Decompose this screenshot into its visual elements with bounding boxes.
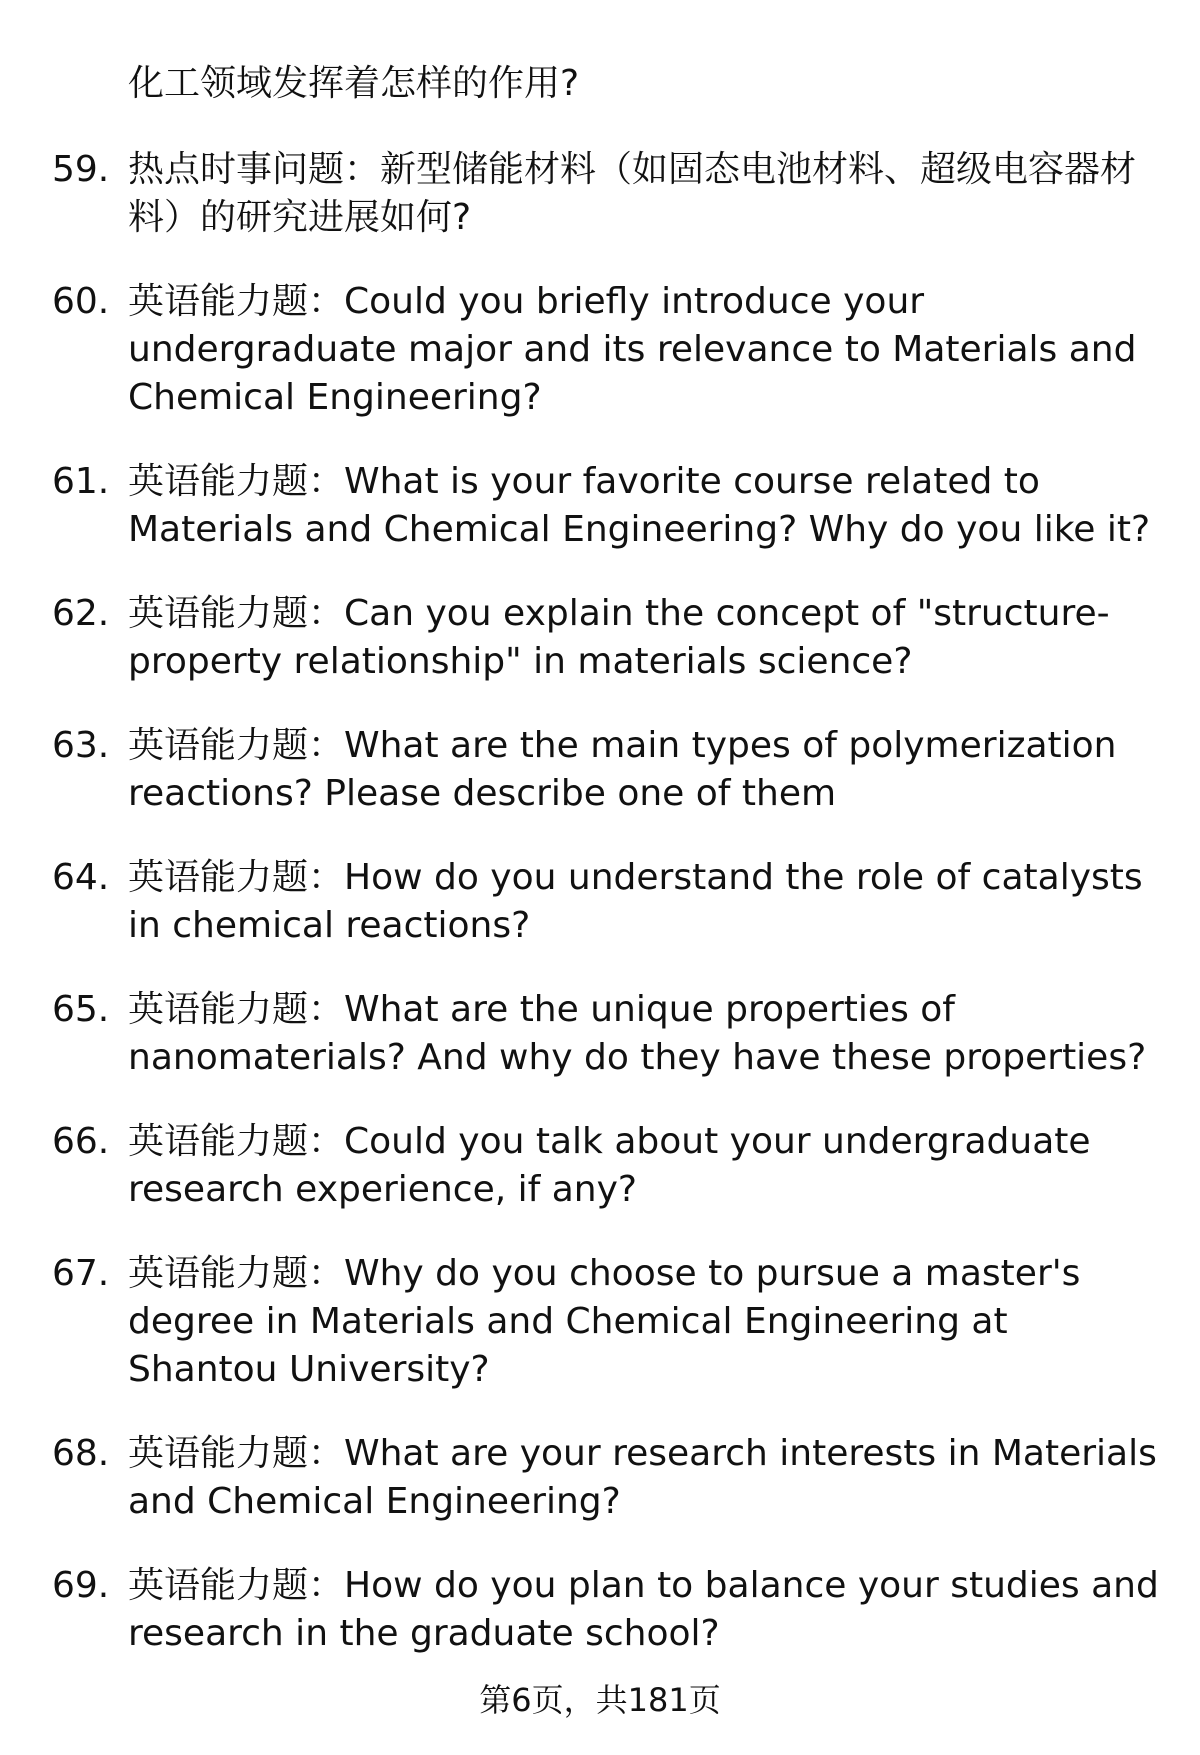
question-text: 英语能力题：What are the main types of polymerization reactions? Please describe one of them bbox=[128, 725, 1117, 814]
question-list bbox=[0, 146, 1200, 1694]
question-text: 英语能力题：How do you understand the role of catalysts in chemical reactions? bbox=[128, 857, 1143, 946]
question-item bbox=[0, 278, 1200, 422]
question-item bbox=[0, 1118, 1200, 1214]
question-number: 69. bbox=[52, 1565, 110, 1606]
question-item bbox=[0, 986, 1200, 1082]
question-item bbox=[0, 1430, 1200, 1526]
question-number: 62. bbox=[52, 593, 110, 634]
question-item bbox=[0, 590, 1200, 686]
question-number: 59. bbox=[52, 149, 110, 190]
question-text: 英语能力题：Could you talk about your undergraduate research experience, if any? bbox=[128, 1121, 1091, 1210]
question-number: 61. bbox=[52, 461, 110, 502]
question-item bbox=[0, 722, 1200, 818]
question-item bbox=[0, 1250, 1200, 1394]
question-number: 63. bbox=[52, 725, 110, 766]
question-item bbox=[0, 146, 1200, 242]
question-text: 英语能力题：What is your favorite course related to Materials and Chemical Engineering? Why do you like it? bbox=[128, 461, 1151, 550]
question-number: 65. bbox=[52, 989, 110, 1030]
question-text: 英语能力题：Why do you choose to pursue a master's degree in Materials and Chemical Engineering at Shantou University? bbox=[128, 1253, 1081, 1390]
question-number: 67. bbox=[52, 1253, 110, 1294]
continued-question-text: 化工领域发挥着怎样的作用? bbox=[128, 63, 580, 104]
question-number: 66. bbox=[52, 1121, 110, 1162]
question-text: 英语能力题：What are your research interests in Materials and Chemical Engineering? bbox=[128, 1433, 1157, 1522]
question-text: 英语能力题：How do you plan to balance your studies and research in the graduate school? bbox=[128, 1565, 1159, 1654]
question-number: 64. bbox=[52, 857, 110, 898]
question-text: 热点时事问题：新型储能材料（如固态电池材料、超级电容器材料）的研究进展如何? bbox=[128, 149, 1137, 238]
question-text: 英语能力题：Can you explain the concept of "structure-property relationship" in materials science? bbox=[128, 593, 1110, 682]
question-number: 60. bbox=[52, 281, 110, 322]
question-text: 英语能力题：Could you briefly introduce your undergraduate major and its relevance to Materials and Chemical Engineering? bbox=[128, 281, 1137, 418]
question-item bbox=[0, 854, 1200, 950]
question-number: 68. bbox=[52, 1433, 110, 1474]
page-number-footer: 第6页，共181页 bbox=[479, 1681, 721, 1719]
question-item bbox=[0, 458, 1200, 554]
question-item bbox=[0, 1562, 1200, 1658]
question-text: 英语能力题：What are the unique properties of nanomaterials? And why do they have these properties? bbox=[128, 989, 1147, 1078]
